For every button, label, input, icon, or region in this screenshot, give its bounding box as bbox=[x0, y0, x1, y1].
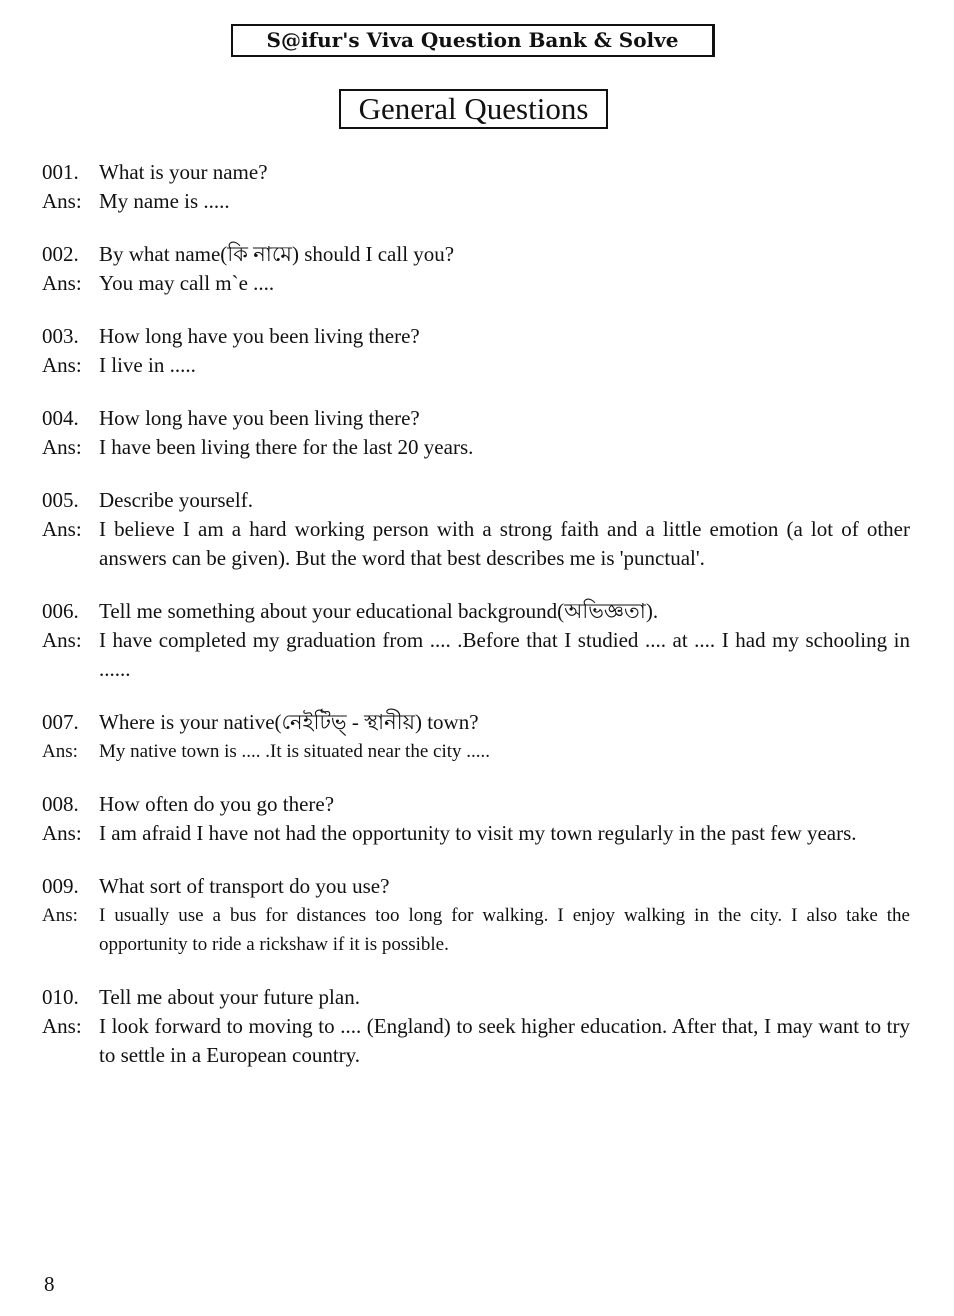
answer-text: You may call m`e .... bbox=[99, 271, 275, 295]
answer-text: I am afraid I have not had the opportunity to visit my town regularly in the past few years. bbox=[99, 821, 857, 845]
question-number: 002. bbox=[42, 242, 79, 266]
question-number: 010. bbox=[42, 985, 79, 1009]
qa-item bbox=[42, 158, 910, 216]
answer-label: Ans: bbox=[42, 353, 82, 377]
question-text: By what name(কি নামে) should I call you? bbox=[99, 242, 455, 266]
answer-label: Ans: bbox=[42, 189, 82, 213]
question-number: 004. bbox=[42, 406, 79, 430]
answer-text: My name is ..... bbox=[99, 189, 230, 213]
answer-label: Ans: bbox=[42, 821, 82, 845]
question-text: Describe yourself. bbox=[99, 488, 253, 512]
question-text: Tell me something about your educational background(অভিজ্ঞতা). bbox=[99, 599, 659, 623]
answer-text: I look forward to moving to .... (England) to seek higher education. After that, I may want to try to settle in a European country. bbox=[99, 1014, 910, 1067]
qa-item bbox=[42, 240, 910, 298]
question-text: Where is your native(নেইটিভ্ - স্থানীয়) town? bbox=[99, 710, 479, 734]
question-text: How long have you been living there? bbox=[99, 324, 420, 348]
question-text: Tell me about your future plan. bbox=[99, 985, 360, 1009]
qa-item bbox=[42, 790, 910, 848]
answer-label: Ans: bbox=[42, 517, 82, 541]
question-text: How long have you been living there? bbox=[99, 406, 420, 430]
answer-text: I have been living there for the last 20 years. bbox=[99, 435, 474, 459]
question-number: 008. bbox=[42, 792, 79, 816]
book-header-title: S@ifur's Viva Question Bank & Solve bbox=[231, 24, 715, 57]
qa-item bbox=[42, 872, 910, 959]
answer-label: Ans: bbox=[42, 905, 78, 926]
question-number: 005. bbox=[42, 488, 79, 512]
qa-list bbox=[42, 158, 910, 1094]
answer-label: Ans: bbox=[42, 1014, 82, 1038]
answer-label: Ans: bbox=[42, 435, 82, 459]
question-text: What is your name? bbox=[99, 160, 268, 184]
qa-item bbox=[42, 486, 910, 573]
question-text: What sort of transport do you use? bbox=[99, 874, 390, 898]
qa-item bbox=[42, 322, 910, 380]
question-number: 001. bbox=[42, 160, 79, 184]
qa-item bbox=[42, 983, 910, 1070]
answer-label: Ans: bbox=[42, 271, 82, 295]
section-title: General Questions bbox=[339, 89, 608, 129]
question-number: 009. bbox=[42, 874, 79, 898]
answer-text: I usually use a bus for distances too long for walking. I enjoy walking in the city. I also take the opportunity to ride a rickshaw if it is possible. bbox=[99, 905, 910, 955]
question-text: How often do you go there? bbox=[99, 792, 335, 816]
question-number: 003. bbox=[42, 324, 79, 348]
answer-text: My native town is .... .It is situated near the city ..... bbox=[99, 741, 491, 762]
question-number: 006. bbox=[42, 599, 79, 623]
qa-item bbox=[42, 708, 910, 766]
answer-text: I believe I am a hard working person with a strong faith and a little emotion (a lot of other answers can be given). But the word that best describes me is 'punctual'. bbox=[99, 517, 910, 570]
page-number: 8 bbox=[44, 1272, 55, 1296]
qa-item bbox=[42, 404, 910, 462]
answer-label: Ans: bbox=[42, 628, 82, 652]
question-number: 007. bbox=[42, 710, 79, 734]
answer-text: I live in ..... bbox=[99, 353, 196, 377]
answer-text: I have completed my graduation from .... .Before that I studied .... at .... I had my schooling in ...... bbox=[99, 628, 910, 681]
qa-item bbox=[42, 597, 910, 684]
answer-label: Ans: bbox=[42, 741, 78, 762]
